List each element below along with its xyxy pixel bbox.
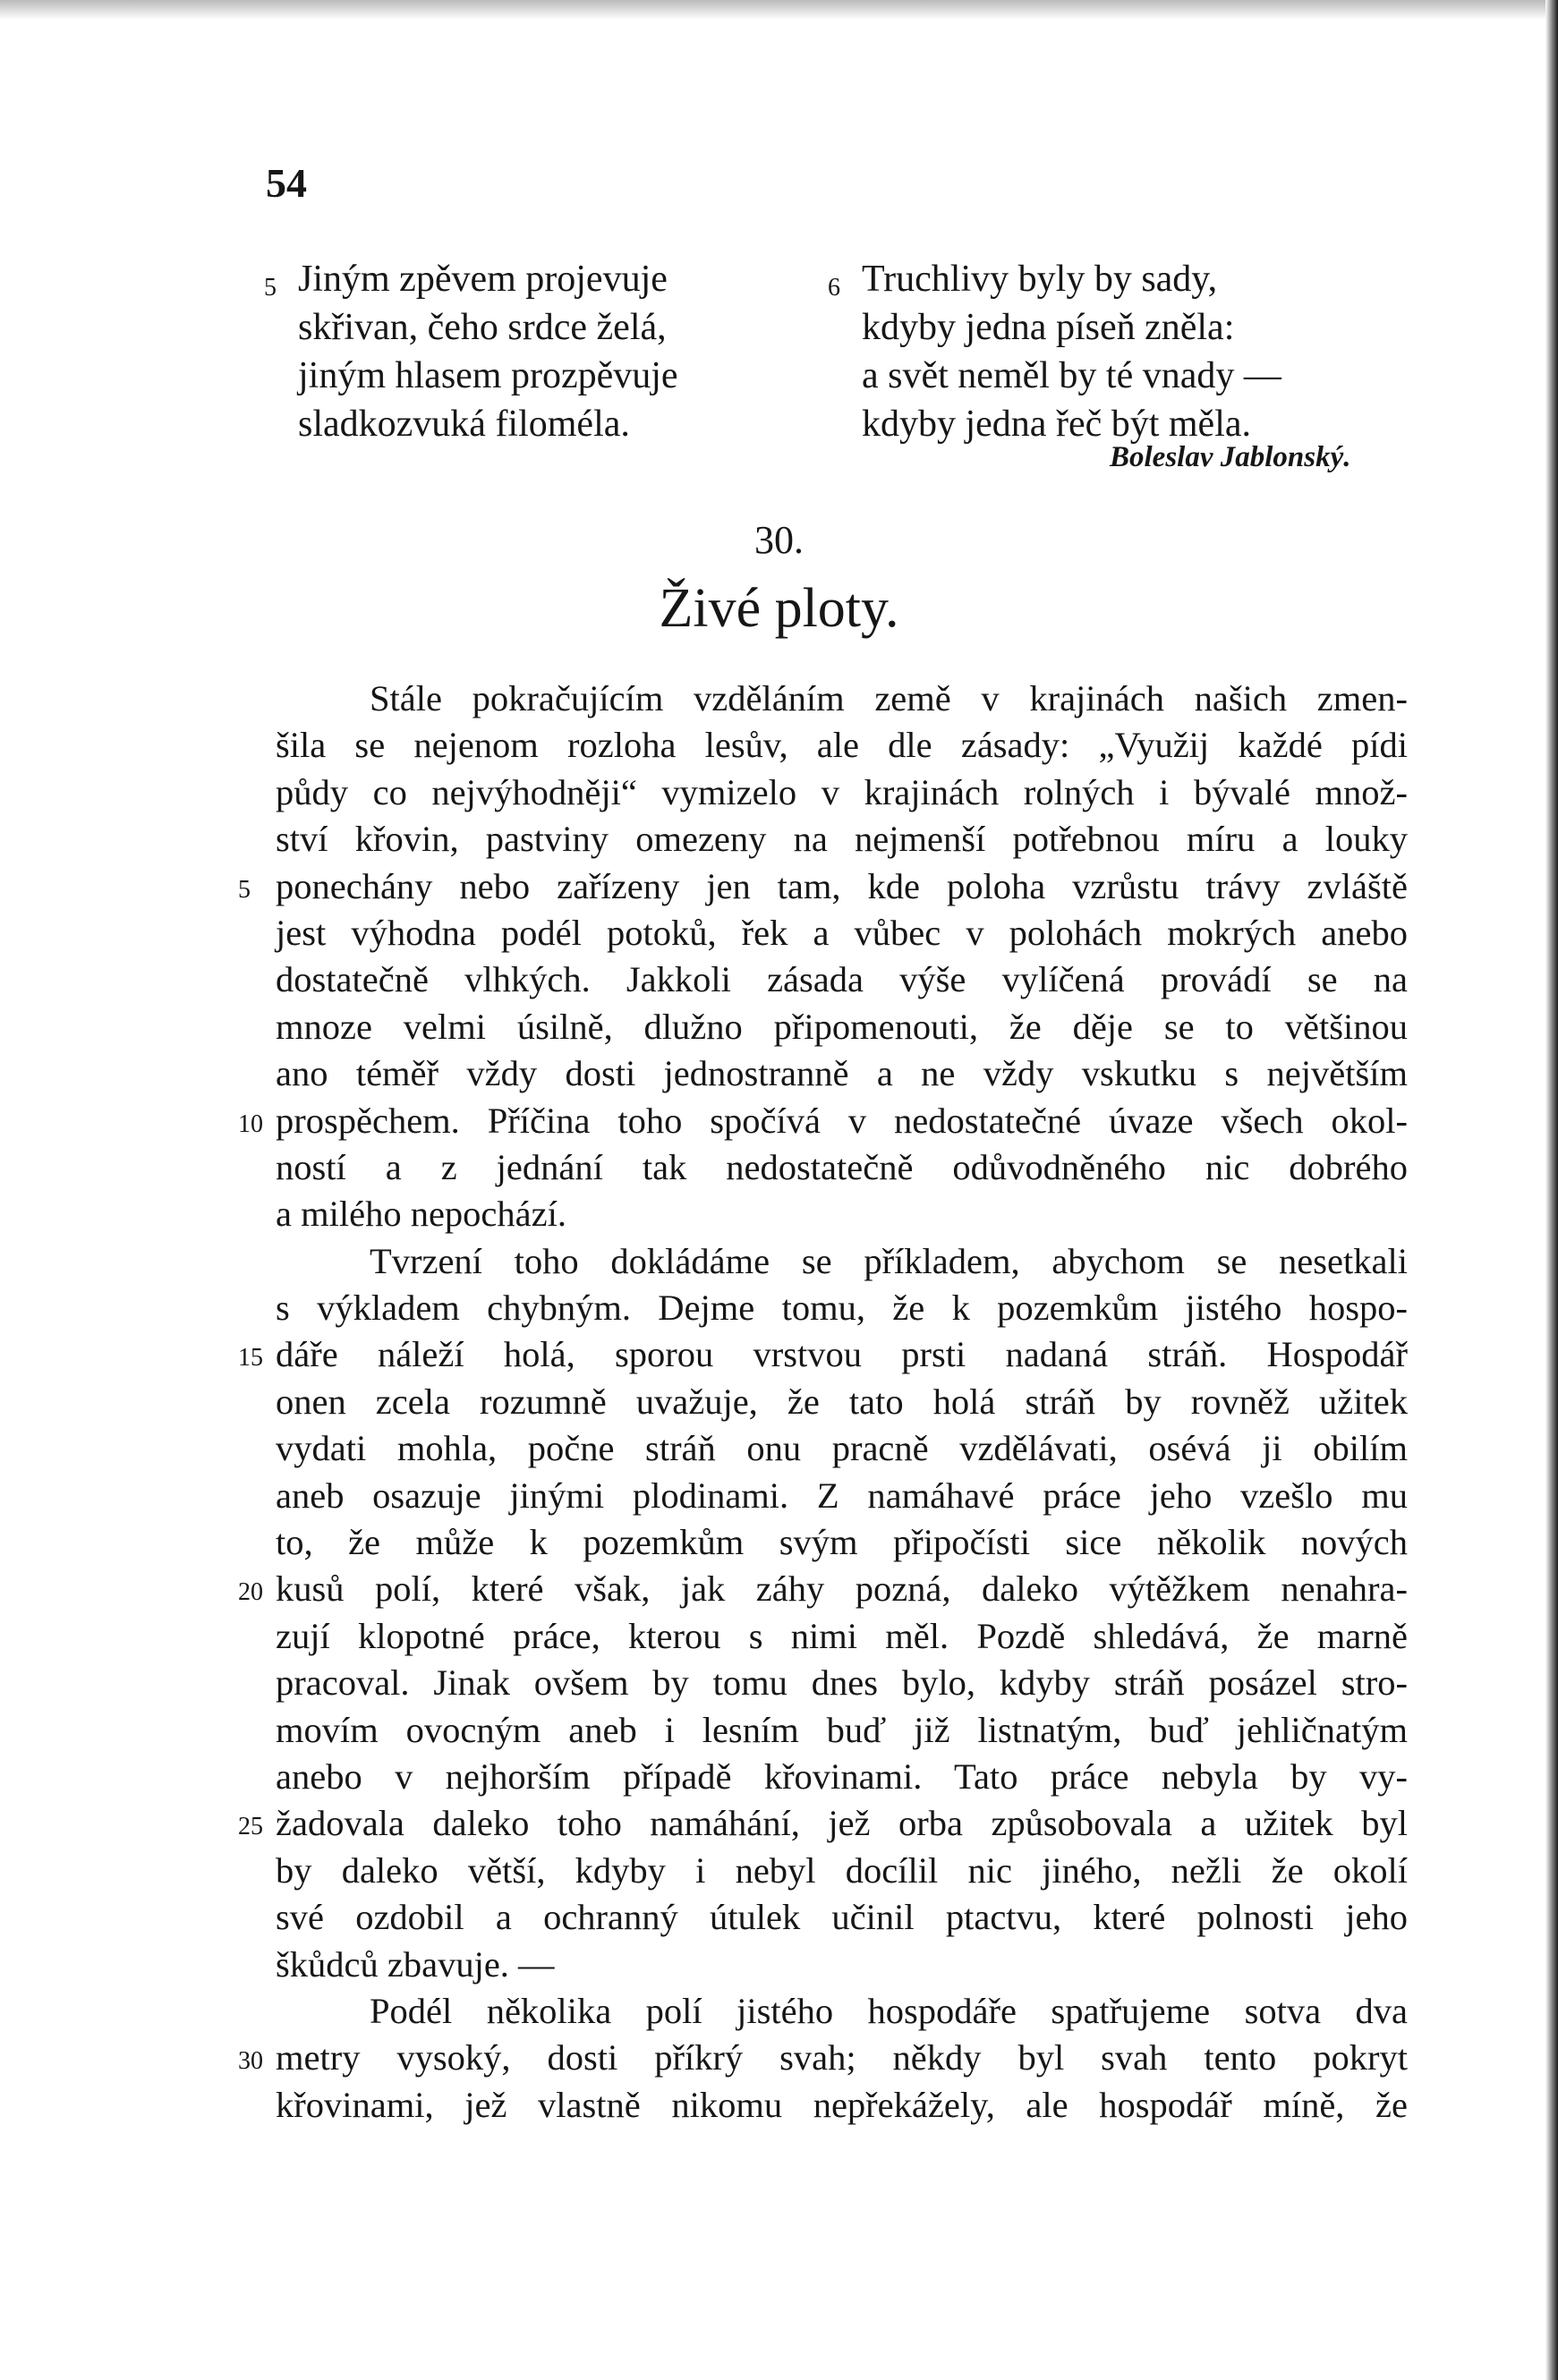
line-number: 5	[238, 875, 251, 904]
poem-line: Jiným zpěvem projevuje	[298, 259, 668, 300]
prose-line-text: to, že může k pozemkům svým připočísti sice několik nových	[276, 1522, 1408, 1563]
prose-line-text: mnoze velmi úsilně, dlužno připomenouti, že děje se to většinou	[276, 1006, 1408, 1047]
prose-line-text: své ozdobil a ochranný útulek učinil ptactvu, které polnosti jeho	[276, 1897, 1408, 1938]
prose-line	[238, 863, 1408, 910]
prose-line-text: a milého nepochází.	[276, 1194, 566, 1235]
prose-line-text: prospěchem. Příčina toho spočívá v nedostatečné úvaze všech okol-	[276, 1100, 1408, 1141]
stanza-number: 5	[264, 274, 277, 302]
prose-line-text: movím ovocným aneb i lesním buď již listnatým, buď jehličnatým	[276, 1709, 1408, 1750]
prose-line-text: zují klopotné práce, kterou s nimi měl. Pozdě shledává, že marně	[276, 1615, 1408, 1656]
prose-line	[238, 1331, 1408, 1378]
stanza-number: 6	[828, 274, 840, 302]
prose-line-text: kusů polí, které však, jak záhy pozná, daleko výtěžkem nenahra-	[276, 1568, 1408, 1610]
prose-line-text: žadovala daleko toho namáhání, jež orba způsobovala a užitek byl	[276, 1803, 1408, 1844]
poem-stanza-6	[828, 255, 1418, 448]
prose-line	[276, 1848, 1408, 1894]
prose-line	[238, 2035, 1408, 2081]
prose-line	[238, 1566, 1408, 1612]
line-number: 20	[238, 1578, 263, 1607]
poem-line: jiným hlasem prozpěvuje	[298, 355, 678, 396]
prose-line-text: ponechány nebo zařízeny jen tam, kde poloha vzrůstu trávy zvláště	[276, 865, 1408, 906]
prose-line-text: Tvrzení toho dokládáme se příkladem, abychom se nesetkali	[370, 1240, 1408, 1281]
poem-line: kdyby jedna píseň zněla:	[862, 307, 1235, 348]
poem-line: Truchlivy byly by sady,	[862, 259, 1218, 300]
prose-line	[276, 816, 1408, 863]
prose-line	[276, 1754, 1408, 1800]
section-title: Živé ploty.	[659, 578, 899, 639]
poem-stanza-5	[264, 255, 747, 448]
scan-edge-right	[1545, 0, 1558, 2380]
prose-line	[276, 1238, 1408, 1285]
poem-line: sladkozvuká filoméla.	[298, 404, 630, 445]
prose-line	[276, 910, 1408, 956]
line-number: 15	[238, 1344, 263, 1373]
prose-line	[276, 1144, 1408, 1191]
prose-line-text: by daleko větší, kdyby i nebyl docílil nic jiného, nežli že okolí	[276, 1849, 1408, 1891]
prose-line	[276, 1660, 1408, 1706]
prose-line	[276, 1285, 1408, 1331]
prose-line	[276, 1894, 1408, 1941]
prose-line-text: šila se nejenom rozloha lesův, ale dle zásady: „Využij každé pídi	[276, 725, 1408, 766]
prose-line-text: dostatečně vlhkých. Jakkoli zásada výše vylíčená provádí se na	[276, 959, 1408, 1000]
prose-line	[276, 1050, 1408, 1097]
prose-line-text: dáře náleží holá, sporou vrstvou prsti nadaná stráň. Hospodář	[276, 1334, 1408, 1375]
prose-line	[276, 676, 1408, 722]
prose-line-text: pracoval. Jinak ovšem by tomu dnes bylo, kdyby stráň posázel stro-	[276, 1662, 1408, 1704]
prose-line	[238, 1098, 1408, 1144]
poem-line: a svět neměl by té vnady —	[862, 355, 1281, 396]
prose-line-text: ství křovin, pastviny omezeny na nejmenší potřebnou míru a louky	[276, 819, 1408, 860]
prose-line-text: ano téměř vždy dosti jednostranně a ne vždy vskutku s největším	[276, 1053, 1408, 1094]
prose-line	[276, 1613, 1408, 1660]
prose-line	[276, 1379, 1408, 1425]
prose-line-text: s výkladem chybným. Dejme tomu, že k pozemkům jistého hospo-	[276, 1288, 1408, 1329]
line-number: 25	[238, 1813, 263, 1841]
prose-body	[238, 676, 1408, 2129]
page-number: 54	[266, 160, 307, 206]
line-number: 30	[238, 2047, 263, 2076]
prose-line-text: aneb osazuje jinými plodinami. Z namáhavé práce jeho vzešlo mu	[276, 1475, 1408, 1516]
poem-line: kdyby jedna řeč být měla.	[862, 404, 1252, 445]
prose-line-text: anebo v nejhorším případě křovinami. Tato práce nebyla by vy-	[276, 1755, 1408, 1797]
scan-edge-top	[0, 0, 1558, 20]
prose-line	[276, 722, 1408, 769]
prose-line-text: ností a z jednání tak nedostatečně odůvodněného nic dobrého	[276, 1146, 1408, 1187]
prose-line-text: onen zcela rozumně uvažuje, že tato holá stráň by rovněž užitek	[276, 1381, 1408, 1422]
prose-line	[276, 1425, 1408, 1472]
line-number: 10	[238, 1109, 263, 1138]
poem-line: skřivan, čeho srdce želá,	[298, 307, 667, 348]
prose-line-text: Podél několika polí jistého hospodáře spatřujeme sotva dva	[370, 1990, 1408, 2031]
prose-line	[276, 1519, 1408, 1566]
prose-line-text: Stále pokračujícím vzděláním země v krajinách našich zmen-	[370, 678, 1408, 718]
prose-line-text: křovinami, jež vlastně nikomu nepřekážely, ale hospodář míně, že	[276, 2084, 1408, 2125]
prose-line-text: vydati mohla, počne stráň onu pracně vzdělávati, osévá ji obilím	[276, 1428, 1408, 1469]
prose-line-text: škůdců zbavuje. —	[276, 1943, 555, 1985]
prose-line-text: metry vysoký, dosti příkrý svah; někdy byl svah tento pokryt	[276, 2037, 1408, 2078]
section-number: 30.	[754, 518, 804, 562]
prose-line	[276, 1004, 1408, 1050]
prose-line	[276, 1473, 1408, 1519]
prose-line	[276, 1988, 1408, 2035]
prose-line	[276, 1942, 1408, 1988]
prose-line	[276, 956, 1408, 1003]
prose-line	[276, 1191, 1408, 1237]
poem-author: Boleslav Jablonský.	[1110, 441, 1351, 473]
prose-line	[276, 769, 1408, 816]
prose-line	[276, 2082, 1408, 2129]
prose-line-text: jest výhodna podél potoků, řek a vůbec v polohách mokrých anebo	[276, 912, 1408, 953]
prose-line	[238, 1800, 1408, 1847]
prose-line	[276, 1707, 1408, 1754]
prose-line-text: půdy co nejvýhodněji“ vymizelo v krajinách rolných i bývalé množ-	[276, 771, 1408, 812]
